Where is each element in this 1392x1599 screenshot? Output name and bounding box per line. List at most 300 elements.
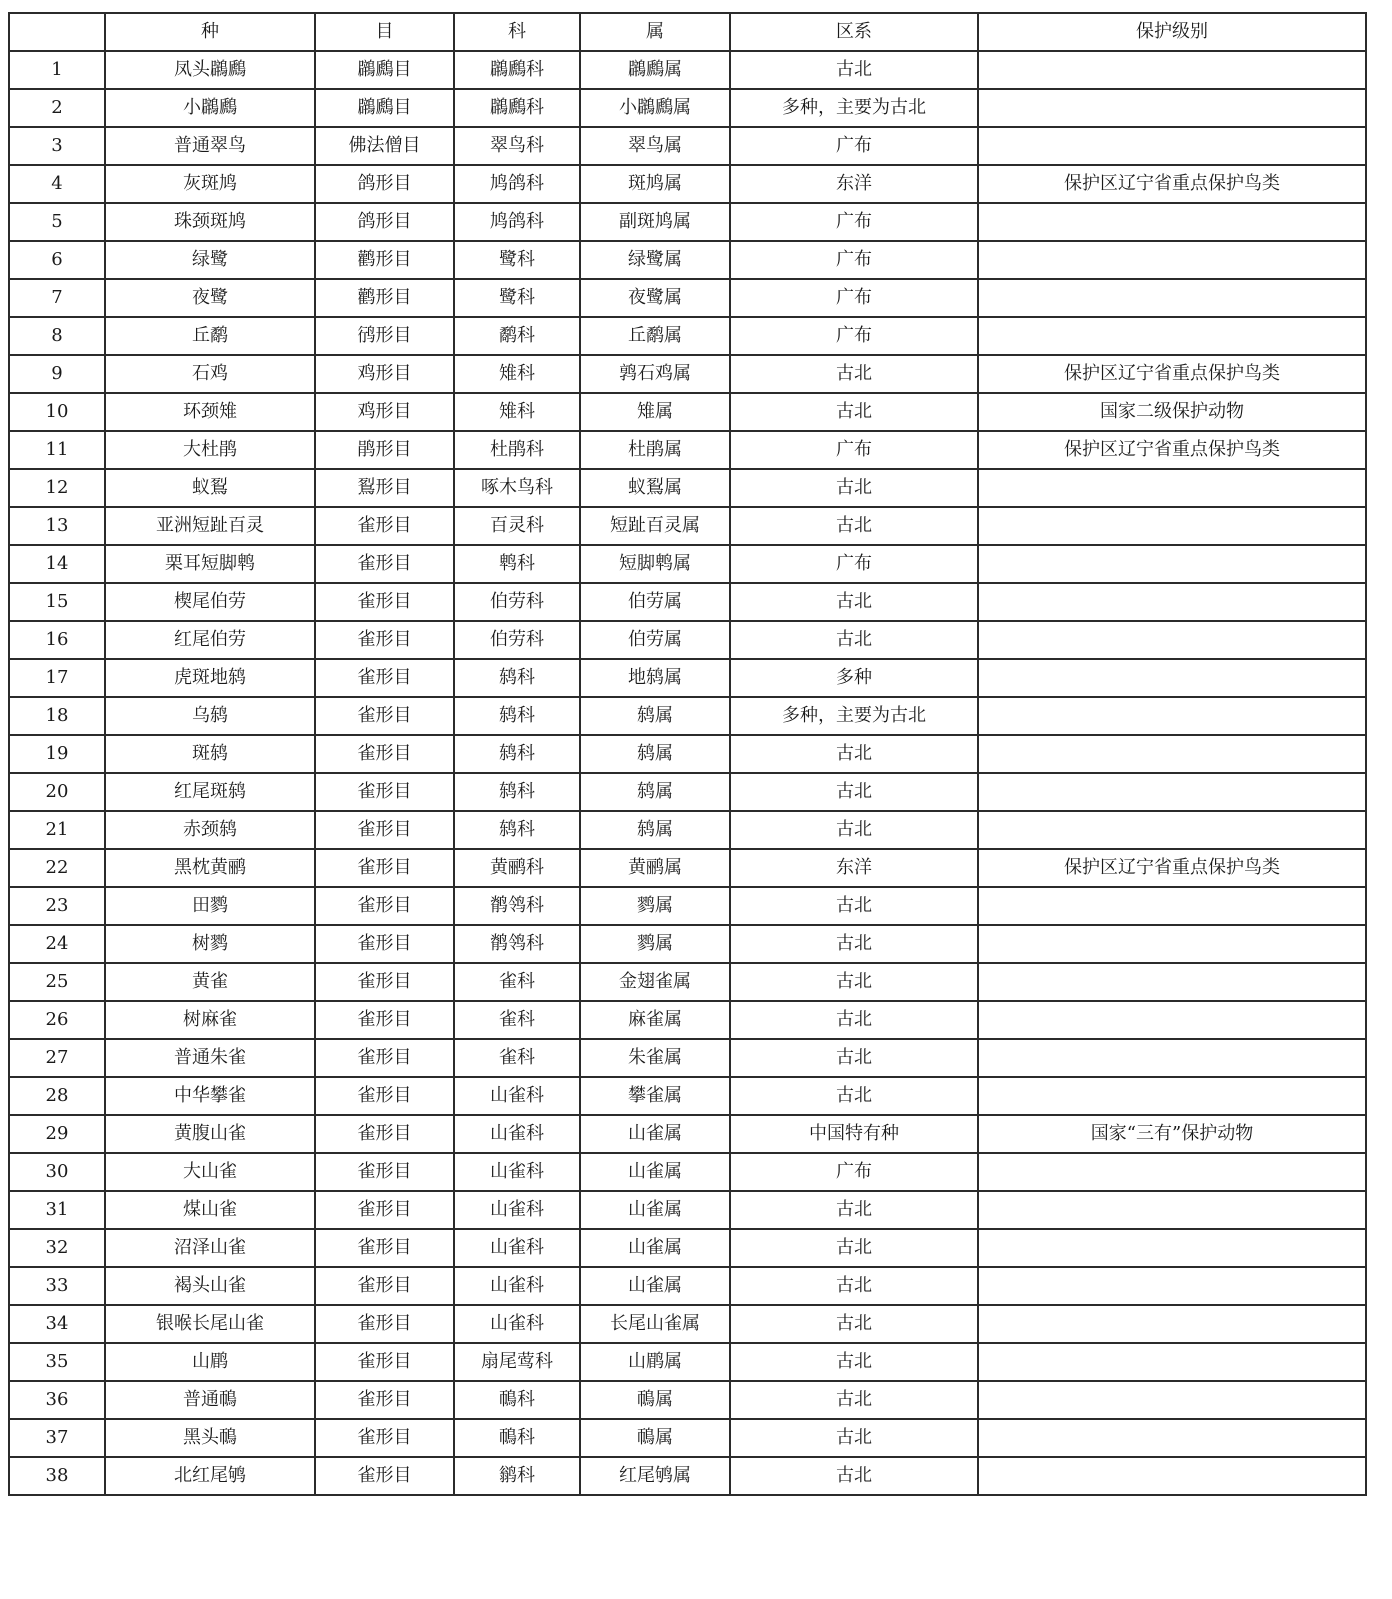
- cell-protection: [978, 279, 1366, 317]
- cell-region: 古北: [730, 1305, 978, 1343]
- cell-family: 鹭科: [454, 279, 580, 317]
- cell-number: 4: [9, 165, 105, 203]
- cell-species: 红尾斑鸫: [105, 773, 315, 811]
- cell-family: 鹎科: [454, 545, 580, 583]
- cell-number: 13: [9, 507, 105, 545]
- cell-number: 10: [9, 393, 105, 431]
- cell-order: 雀形目: [315, 1343, 454, 1381]
- cell-region: 古北: [730, 1039, 978, 1077]
- cell-family: 鸫科: [454, 773, 580, 811]
- cell-genus: 长尾山雀属: [580, 1305, 730, 1343]
- cell-species: 普通翠鸟: [105, 127, 315, 165]
- cell-genus: 鸊鷉属: [580, 51, 730, 89]
- cell-protection: [978, 1343, 1366, 1381]
- cell-family: 鳾科: [454, 1419, 580, 1457]
- table-row: [9, 165, 1366, 203]
- cell-protection: 保护区辽宁省重点保护鸟类: [978, 431, 1366, 469]
- cell-region: 古北: [730, 1381, 978, 1419]
- cell-number: 8: [9, 317, 105, 355]
- cell-region: 古北: [730, 355, 978, 393]
- cell-species: 红尾伯劳: [105, 621, 315, 659]
- cell-species: 斑鸫: [105, 735, 315, 773]
- cell-species: 赤颈鸫: [105, 811, 315, 849]
- cell-genus: 金翅雀属: [580, 963, 730, 1001]
- cell-family: 翠鸟科: [454, 127, 580, 165]
- cell-number: 5: [9, 203, 105, 241]
- cell-protection: 国家二级保护动物: [978, 393, 1366, 431]
- cell-species: 黄腹山雀: [105, 1115, 315, 1153]
- cell-order: 雀形目: [315, 507, 454, 545]
- cell-species: 普通朱雀: [105, 1039, 315, 1077]
- cell-species: 普通鳾: [105, 1381, 315, 1419]
- cell-genus: 山雀属: [580, 1191, 730, 1229]
- cell-protection: [978, 735, 1366, 773]
- cell-protection: [978, 241, 1366, 279]
- cell-protection: [978, 1153, 1366, 1191]
- cell-number: 9: [9, 355, 105, 393]
- cell-family: 雉科: [454, 393, 580, 431]
- cell-region: 古北: [730, 1001, 978, 1039]
- cell-region: 古北: [730, 887, 978, 925]
- cell-species: 黑枕黄鹂: [105, 849, 315, 887]
- cell-number: 18: [9, 697, 105, 735]
- cell-order: 雀形目: [315, 1115, 454, 1153]
- table-row: [9, 127, 1366, 165]
- header-number: [9, 13, 105, 51]
- cell-protection: 保护区辽宁省重点保护鸟类: [978, 165, 1366, 203]
- cell-family: 山雀科: [454, 1229, 580, 1267]
- cell-species: 黑头鳾: [105, 1419, 315, 1457]
- cell-species: 黄雀: [105, 963, 315, 1001]
- cell-species: 绿鹭: [105, 241, 315, 279]
- cell-order: 雀形目: [315, 621, 454, 659]
- cell-species: 树麻雀: [105, 1001, 315, 1039]
- cell-genus: 斑鸠属: [580, 165, 730, 203]
- cell-protection: [978, 89, 1366, 127]
- cell-protection: [978, 925, 1366, 963]
- cell-genus: 小鸊鷉属: [580, 89, 730, 127]
- cell-protection: [978, 1001, 1366, 1039]
- cell-family: 鹟科: [454, 1457, 580, 1495]
- cell-protection: [978, 1457, 1366, 1495]
- table-row: [9, 1381, 1366, 1419]
- cell-number: 14: [9, 545, 105, 583]
- cell-number: 11: [9, 431, 105, 469]
- cell-region: 东洋: [730, 849, 978, 887]
- cell-order: 雀形目: [315, 773, 454, 811]
- table-body: [9, 51, 1366, 1495]
- cell-genus: 副斑鸠属: [580, 203, 730, 241]
- cell-order: 鸽形目: [315, 165, 454, 203]
- table-row: [9, 393, 1366, 431]
- table-row: [9, 621, 1366, 659]
- cell-order: 雀形目: [315, 1039, 454, 1077]
- table-row: [9, 1077, 1366, 1115]
- cell-region: 古北: [730, 51, 978, 89]
- cell-number: 16: [9, 621, 105, 659]
- cell-genus: 麻雀属: [580, 1001, 730, 1039]
- cell-genus: 鹨属: [580, 925, 730, 963]
- cell-genus: 黄鹂属: [580, 849, 730, 887]
- table-row: [9, 1267, 1366, 1305]
- cell-number: 22: [9, 849, 105, 887]
- cell-species: 乌鸫: [105, 697, 315, 735]
- cell-region: 广布: [730, 203, 978, 241]
- cell-family: 鳾科: [454, 1381, 580, 1419]
- header-family: 科: [454, 13, 580, 51]
- cell-protection: [978, 887, 1366, 925]
- cell-genus: 鳾属: [580, 1381, 730, 1419]
- cell-protection: [978, 1077, 1366, 1115]
- cell-species: 田鹨: [105, 887, 315, 925]
- cell-genus: 鸫属: [580, 735, 730, 773]
- table-row: [9, 507, 1366, 545]
- cell-order: 雀形目: [315, 545, 454, 583]
- cell-order: 雀形目: [315, 963, 454, 1001]
- cell-region: 古北: [730, 1457, 978, 1495]
- cell-order: 雀形目: [315, 925, 454, 963]
- cell-species: 蚁鴷: [105, 469, 315, 507]
- cell-species: 大杜鹃: [105, 431, 315, 469]
- cell-genus: 红尾鸲属: [580, 1457, 730, 1495]
- table-row: [9, 203, 1366, 241]
- cell-family: 鸫科: [454, 659, 580, 697]
- cell-species: 亚洲短趾百灵: [105, 507, 315, 545]
- cell-region: 古北: [730, 925, 978, 963]
- cell-order: 雀形目: [315, 1419, 454, 1457]
- table-row: [9, 887, 1366, 925]
- cell-species: 褐头山雀: [105, 1267, 315, 1305]
- cell-region: 中国特有种: [730, 1115, 978, 1153]
- header-region: 区系: [730, 13, 978, 51]
- cell-species: 珠颈斑鸠: [105, 203, 315, 241]
- table-row: [9, 849, 1366, 887]
- table-row: [9, 1457, 1366, 1495]
- cell-genus: 鹨属: [580, 887, 730, 925]
- cell-family: 鹡鸰科: [454, 925, 580, 963]
- cell-protection: 国家“三有”保护动物: [978, 1115, 1366, 1153]
- cell-number: 20: [9, 773, 105, 811]
- cell-family: 山雀科: [454, 1305, 580, 1343]
- cell-order: 雀形目: [315, 1267, 454, 1305]
- cell-region: 古北: [730, 1077, 978, 1115]
- cell-region: 多种: [730, 659, 978, 697]
- cell-number: 34: [9, 1305, 105, 1343]
- table-row: [9, 1419, 1366, 1457]
- cell-family: 山雀科: [454, 1115, 580, 1153]
- cell-species: 石鸡: [105, 355, 315, 393]
- cell-family: 鹬科: [454, 317, 580, 355]
- cell-species: 栗耳短脚鹎: [105, 545, 315, 583]
- cell-region: 广布: [730, 431, 978, 469]
- cell-species: 煤山雀: [105, 1191, 315, 1229]
- cell-genus: 山雀属: [580, 1229, 730, 1267]
- cell-protection: [978, 697, 1366, 735]
- cell-region: 广布: [730, 317, 978, 355]
- cell-region: 古北: [730, 1229, 978, 1267]
- table-row: [9, 279, 1366, 317]
- cell-region: 广布: [730, 1153, 978, 1191]
- table-row: [9, 1305, 1366, 1343]
- cell-species: 中华攀雀: [105, 1077, 315, 1115]
- cell-species: 丘鹬: [105, 317, 315, 355]
- cell-order: 雀形目: [315, 1077, 454, 1115]
- cell-protection: [978, 583, 1366, 621]
- cell-protection: [978, 51, 1366, 89]
- cell-order: 佛法僧目: [315, 127, 454, 165]
- cell-region: 古北: [730, 621, 978, 659]
- cell-genus: 朱雀属: [580, 1039, 730, 1077]
- header-genus: 属: [580, 13, 730, 51]
- cell-region: 东洋: [730, 165, 978, 203]
- header-protection: 保护级别: [978, 13, 1366, 51]
- cell-genus: 鸫属: [580, 697, 730, 735]
- cell-number: 12: [9, 469, 105, 507]
- cell-protection: [978, 1229, 1366, 1267]
- cell-number: 29: [9, 1115, 105, 1153]
- cell-family: 鸠鸽科: [454, 203, 580, 241]
- cell-number: 36: [9, 1381, 105, 1419]
- cell-genus: 地鸫属: [580, 659, 730, 697]
- cell-species: 小鸊鷉: [105, 89, 315, 127]
- table-row: [9, 659, 1366, 697]
- cell-order: 雀形目: [315, 659, 454, 697]
- cell-order: 鸡形目: [315, 393, 454, 431]
- table-row: [9, 735, 1366, 773]
- table-row: [9, 963, 1366, 1001]
- table-row: [9, 1153, 1366, 1191]
- cell-number: 3: [9, 127, 105, 165]
- cell-number: 28: [9, 1077, 105, 1115]
- cell-family: 雀科: [454, 963, 580, 1001]
- table-row: [9, 431, 1366, 469]
- cell-protection: [978, 963, 1366, 1001]
- cell-family: 山雀科: [454, 1191, 580, 1229]
- cell-number: 25: [9, 963, 105, 1001]
- cell-genus: 蚁鴷属: [580, 469, 730, 507]
- cell-genus: 山雀属: [580, 1267, 730, 1305]
- cell-number: 33: [9, 1267, 105, 1305]
- cell-number: 38: [9, 1457, 105, 1495]
- cell-number: 24: [9, 925, 105, 963]
- cell-species: 虎斑地鸫: [105, 659, 315, 697]
- cell-region: 古北: [730, 393, 978, 431]
- cell-family: 啄木鸟科: [454, 469, 580, 507]
- table-row: [9, 317, 1366, 355]
- cell-family: 杜鹃科: [454, 431, 580, 469]
- table-row: [9, 1039, 1366, 1077]
- cell-protection: [978, 545, 1366, 583]
- table-row: [9, 925, 1366, 963]
- cell-protection: [978, 621, 1366, 659]
- cell-number: 35: [9, 1343, 105, 1381]
- cell-order: 鸊鷉目: [315, 89, 454, 127]
- cell-species: 大山雀: [105, 1153, 315, 1191]
- cell-genus: 绿鹭属: [580, 241, 730, 279]
- cell-family: 黄鹂科: [454, 849, 580, 887]
- cell-protection: [978, 203, 1366, 241]
- cell-genus: 杜鹃属: [580, 431, 730, 469]
- cell-family: 山雀科: [454, 1153, 580, 1191]
- cell-region: 古北: [730, 735, 978, 773]
- header-row: [9, 13, 1366, 51]
- table-row: [9, 1191, 1366, 1229]
- cell-genus: 伯劳属: [580, 583, 730, 621]
- cell-number: 31: [9, 1191, 105, 1229]
- cell-number: 7: [9, 279, 105, 317]
- cell-genus: 短趾百灵属: [580, 507, 730, 545]
- cell-order: 雀形目: [315, 735, 454, 773]
- cell-protection: [978, 773, 1366, 811]
- cell-genus: 翠鸟属: [580, 127, 730, 165]
- table-row: [9, 355, 1366, 393]
- cell-order: 鸻形目: [315, 317, 454, 355]
- cell-species: 环颈雉: [105, 393, 315, 431]
- cell-number: 32: [9, 1229, 105, 1267]
- cell-region: 多种，主要为古北: [730, 89, 978, 127]
- cell-region: 古北: [730, 963, 978, 1001]
- table-row: [9, 241, 1366, 279]
- cell-genus: 丘鹬属: [580, 317, 730, 355]
- cell-protection: [978, 1039, 1366, 1077]
- table-row: [9, 1229, 1366, 1267]
- header-species: 种: [105, 13, 315, 51]
- cell-region: 广布: [730, 279, 978, 317]
- cell-order: 鸡形目: [315, 355, 454, 393]
- cell-order: 雀形目: [315, 1229, 454, 1267]
- cell-order: 雀形目: [315, 697, 454, 735]
- cell-number: 17: [9, 659, 105, 697]
- cell-family: 伯劳科: [454, 583, 580, 621]
- cell-order: 鸊鷉目: [315, 51, 454, 89]
- cell-protection: [978, 1419, 1366, 1457]
- cell-order: 鹳形目: [315, 241, 454, 279]
- cell-family: 山雀科: [454, 1267, 580, 1305]
- cell-order: 雀形目: [315, 849, 454, 887]
- cell-species: 沼泽山雀: [105, 1229, 315, 1267]
- cell-number: 15: [9, 583, 105, 621]
- cell-order: 雀形目: [315, 1305, 454, 1343]
- cell-number: 23: [9, 887, 105, 925]
- cell-genus: 山雀属: [580, 1153, 730, 1191]
- cell-region: 广布: [730, 127, 978, 165]
- cell-species: 楔尾伯劳: [105, 583, 315, 621]
- cell-family: 鸫科: [454, 735, 580, 773]
- table-row: [9, 811, 1366, 849]
- cell-species: 银喉长尾山雀: [105, 1305, 315, 1343]
- cell-protection: 保护区辽宁省重点保护鸟类: [978, 355, 1366, 393]
- cell-number: 30: [9, 1153, 105, 1191]
- cell-number: 2: [9, 89, 105, 127]
- cell-region: 多种，主要为古北: [730, 697, 978, 735]
- cell-order: 雀形目: [315, 583, 454, 621]
- cell-family: 雀科: [454, 1001, 580, 1039]
- cell-protection: [978, 1267, 1366, 1305]
- cell-protection: [978, 127, 1366, 165]
- cell-number: 19: [9, 735, 105, 773]
- cell-family: 百灵科: [454, 507, 580, 545]
- cell-species: 凤头鸊鷉: [105, 51, 315, 89]
- cell-order: 雀形目: [315, 1001, 454, 1039]
- cell-region: 古北: [730, 469, 978, 507]
- table-row: [9, 1343, 1366, 1381]
- cell-species: 夜鹭: [105, 279, 315, 317]
- cell-family: 山雀科: [454, 1077, 580, 1115]
- cell-number: 27: [9, 1039, 105, 1077]
- cell-protection: [978, 659, 1366, 697]
- cell-region: 古北: [730, 1419, 978, 1457]
- cell-genus: 攀雀属: [580, 1077, 730, 1115]
- cell-number: 37: [9, 1419, 105, 1457]
- cell-genus: 山鹛属: [580, 1343, 730, 1381]
- cell-order: 雀形目: [315, 1191, 454, 1229]
- header-order: 目: [315, 13, 454, 51]
- cell-protection: [978, 507, 1366, 545]
- table-row: [9, 583, 1366, 621]
- bird-species-table: [8, 12, 1367, 1496]
- cell-region: 古北: [730, 811, 978, 849]
- cell-species: 灰斑鸠: [105, 165, 315, 203]
- table-row: [9, 545, 1366, 583]
- cell-genus: 山雀属: [580, 1115, 730, 1153]
- cell-family: 鸫科: [454, 811, 580, 849]
- cell-region: 古北: [730, 507, 978, 545]
- cell-number: 1: [9, 51, 105, 89]
- cell-region: 古北: [730, 1191, 978, 1229]
- cell-species: 北红尾鸲: [105, 1457, 315, 1495]
- table-row: [9, 89, 1366, 127]
- cell-protection: [978, 1305, 1366, 1343]
- cell-family: 鹡鸰科: [454, 887, 580, 925]
- cell-family: 雉科: [454, 355, 580, 393]
- cell-region: 古北: [730, 583, 978, 621]
- cell-region: 古北: [730, 1343, 978, 1381]
- cell-family: 鹭科: [454, 241, 580, 279]
- cell-family: 伯劳科: [454, 621, 580, 659]
- cell-number: 26: [9, 1001, 105, 1039]
- cell-protection: [978, 317, 1366, 355]
- cell-family: 鸠鸽科: [454, 165, 580, 203]
- cell-genus: 雉属: [580, 393, 730, 431]
- cell-family: 雀科: [454, 1039, 580, 1077]
- cell-number: 6: [9, 241, 105, 279]
- cell-region: 广布: [730, 545, 978, 583]
- cell-genus: 夜鹭属: [580, 279, 730, 317]
- table-row: [9, 773, 1366, 811]
- cell-region: 广布: [730, 241, 978, 279]
- cell-protection: 保护区辽宁省重点保护鸟类: [978, 849, 1366, 887]
- cell-genus: 伯劳属: [580, 621, 730, 659]
- cell-genus: 鳾属: [580, 1419, 730, 1457]
- table-row: [9, 51, 1366, 89]
- cell-order: 雀形目: [315, 811, 454, 849]
- cell-order: 雀形目: [315, 1153, 454, 1191]
- cell-species: 树鹨: [105, 925, 315, 963]
- cell-genus: 鸫属: [580, 811, 730, 849]
- cell-order: 雀形目: [315, 887, 454, 925]
- cell-protection: [978, 811, 1366, 849]
- cell-number: 21: [9, 811, 105, 849]
- cell-family: 鸫科: [454, 697, 580, 735]
- cell-order: 鹃形目: [315, 431, 454, 469]
- cell-family: 鸊鷉科: [454, 51, 580, 89]
- cell-order: 雀形目: [315, 1381, 454, 1419]
- cell-order: 鸽形目: [315, 203, 454, 241]
- cell-protection: [978, 1191, 1366, 1229]
- cell-genus: 鹑石鸡属: [580, 355, 730, 393]
- cell-region: 古北: [730, 1267, 978, 1305]
- table-row: [9, 1001, 1366, 1039]
